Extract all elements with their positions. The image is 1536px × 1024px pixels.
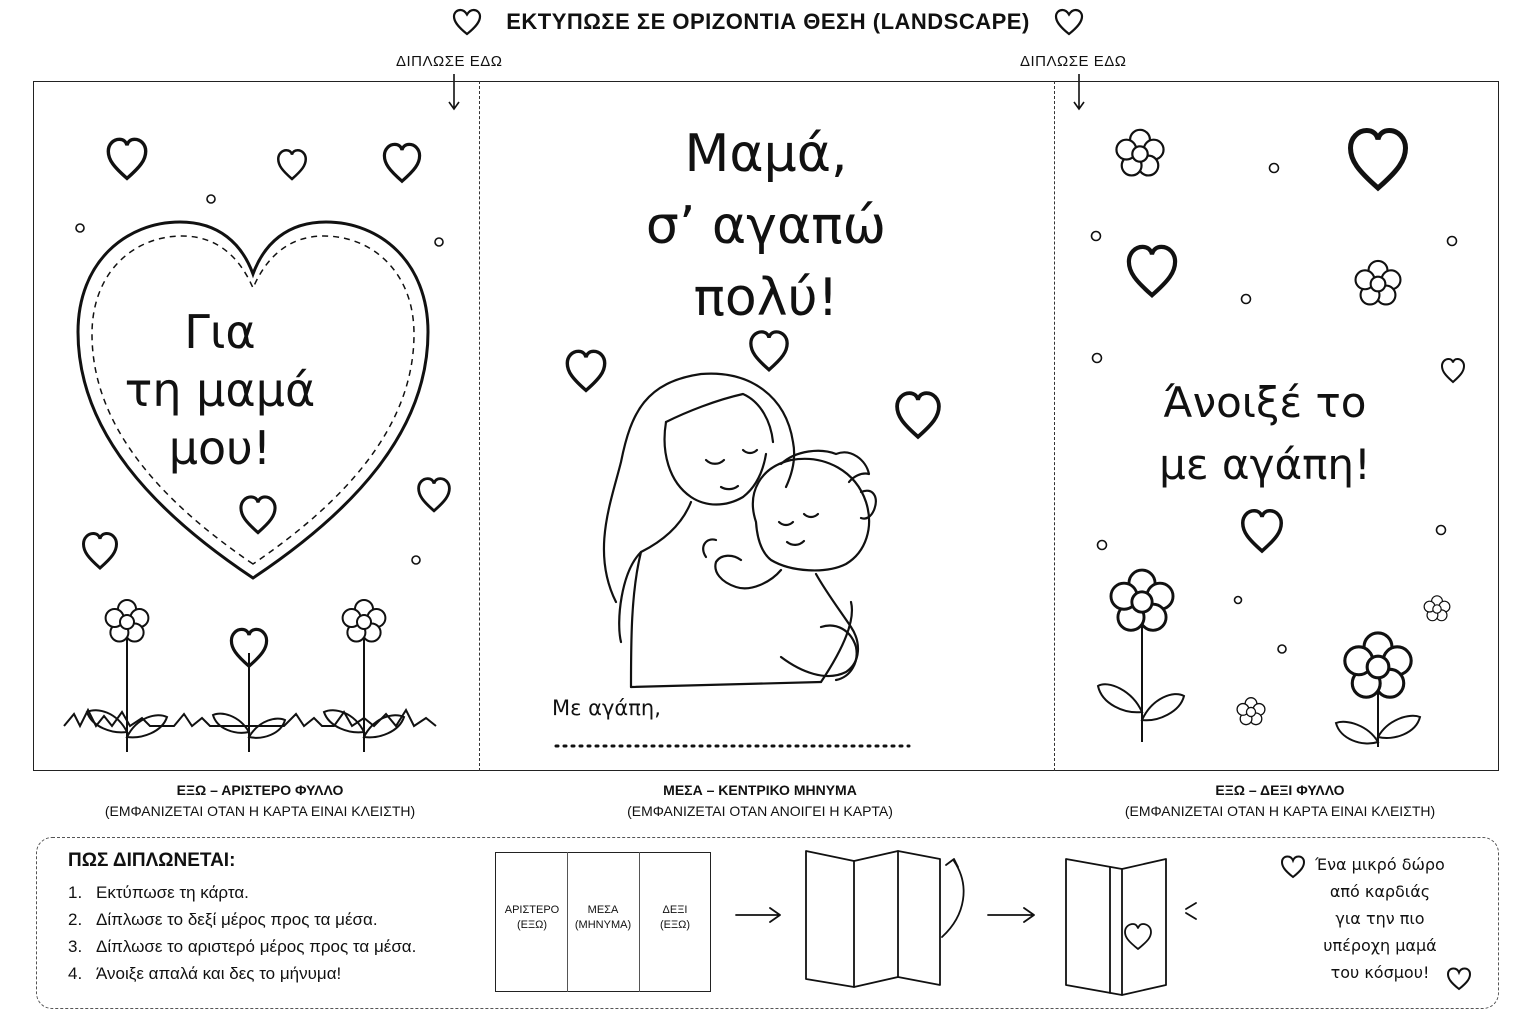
- fold-line-left: [479, 81, 480, 771]
- left-line-3: μου!: [168, 421, 272, 475]
- center-panel-label: ΜΕΣΑ – ΚΕΝΤΡΙΚΟ ΜΗΝΥΜΑ (ΕΜΦΑΝΙΖΕΤΑΙ ΟΤΑΝ ΑΝΟΙΓΕΙ Η ΚΑΡΤΑ): [627, 782, 893, 819]
- gift-message: Ένα μικρό δώρο από καρδιάς για την πιο υπέροχη μαμά του κόσμου!: [1315, 855, 1445, 982]
- fold-label-right: ΔΙΠΛΩΣΕ ΕΔΩ: [1020, 53, 1127, 70]
- right-line-2: με αγάπη!: [1159, 440, 1371, 489]
- right-panel-message: [1120, 372, 1410, 496]
- fold-label-left: ΔΙΠΛΩΣΕ ΕΔΩ: [396, 53, 503, 70]
- left-panel-label: ΕΞΩ – ΑΡΙΣΤΕΡΟ ΦΥΛΛΟ (ΕΜΦΑΝΙΖΕΤΑΙ ΟΤΑΝ Η ΚΑΡΤΑ ΕΙΝΑΙ ΚΛΕΙΣΤΗ): [104, 782, 416, 819]
- fold-line-right: [1054, 81, 1055, 771]
- right-line-1: Άνοιξέ το: [1163, 378, 1367, 427]
- howto-steps: [68, 879, 416, 987]
- page-title: ΕΚΤΥΠΩΣΕ ΣΕ ΟΡΙΖΟΝΤΙΑ ΘΕΣΗ (LANDSCAPE): [506, 9, 1030, 35]
- mother-child-illustration: [604, 374, 876, 687]
- left-panel-message: [95, 303, 345, 477]
- flower-icon: [1237, 698, 1265, 725]
- heart-icon: [897, 393, 939, 437]
- howto-title: ΠΩΣ ΔΙΠΛΩΝΕΤΑΙ:: [68, 850, 236, 871]
- heart-icon: [1129, 247, 1175, 295]
- heart-icon: [751, 332, 787, 370]
- heart-icon: [384, 144, 419, 181]
- step-item: 3. Δίπλωσε το αριστερό μέρος προς τα μέσα.: [68, 937, 417, 956]
- right-panel-label: ΕΞΩ – ΔΕΞΙ ΦΥΛΛΟ (ΕΜΦΑΝΙΖΕΤΑΙ ΟΤΑΝ Η ΚΑΡΤΑ ΕΙΝΑΙ ΚΛΕΙΣΤΗ): [1124, 782, 1436, 819]
- center-line-1: Μαμά,: [684, 124, 848, 184]
- arrow-right-icon: [736, 908, 780, 922]
- arrow-right-icon: [988, 908, 1034, 922]
- center-line-3: πολύ!: [693, 268, 839, 328]
- heart-icon: [278, 150, 306, 179]
- left-line-1: Για: [184, 305, 256, 359]
- flower-icon: [1116, 130, 1163, 176]
- step-item: 1. Εκτύπωσε τη κάρτα.: [68, 883, 249, 902]
- heart-icon: [1054, 8, 1084, 36]
- heart-icon: [241, 497, 275, 533]
- heart-icon: [419, 479, 450, 511]
- signoff-text: Με αγάπη,: [552, 696, 661, 720]
- step-item: 2. Δίπλωσε το δεξί μέρος προς τα μέσα.: [68, 910, 378, 929]
- fold-arrow-icon: [942, 859, 964, 937]
- diagram-middle-label: ΜΕΣΑ (ΜΗΝΥΜΑ): [574, 904, 632, 931]
- diagram-left-label: ΑΡΙΣΤΕΡΟ (ΕΞΩ): [504, 904, 560, 931]
- heart-icon: [1442, 359, 1464, 382]
- step-item: 4. Άνοιξε απαλά και δες το μήνυμα!: [68, 964, 342, 983]
- heart-icon: [1351, 131, 1406, 189]
- heart-icon: [1243, 511, 1282, 551]
- left-line-2: τη μαμά: [124, 363, 316, 417]
- flower-icon: [1424, 596, 1450, 621]
- print-instruction-title: [0, 8, 1536, 36]
- diagram-right-label: ΔΕΞΙ (ΕΞΩ): [659, 904, 691, 931]
- heart-icon: [452, 8, 482, 36]
- center-line-2: σ’ αγαπώ: [645, 196, 887, 256]
- heart-icon: [84, 534, 117, 569]
- center-panel-message: [566, 118, 966, 334]
- flower-icon: [1356, 261, 1401, 305]
- fold-steps-diagram: [730, 845, 1290, 1005]
- heart-icon: [108, 139, 145, 178]
- heart-icon: [567, 351, 604, 390]
- heart-icon: [1125, 924, 1151, 949]
